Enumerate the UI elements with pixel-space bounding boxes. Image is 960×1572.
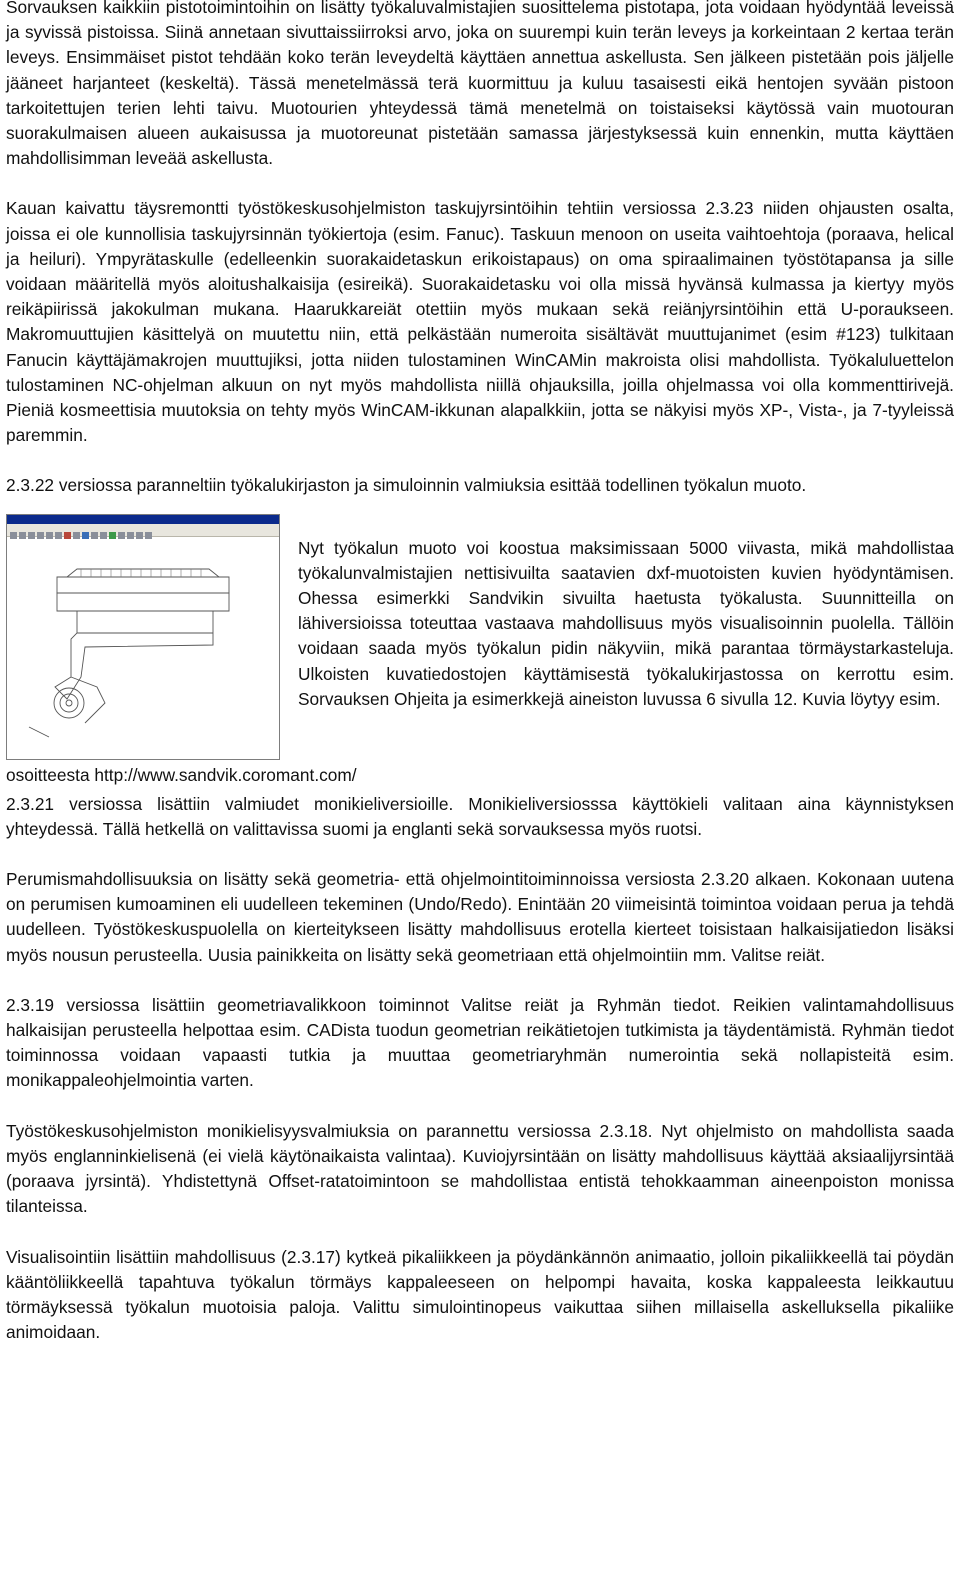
figure-side-text: Nyt työkalun muoto voi koostua maksimissaan 5000 viivasta, mikä mahdollistaa työkalunvalmistajien nettisivuilta saatavien dxf-muotoisten kuvien hyödyntämisen. Ohessa esimerkki Sandvikin sivuilta haetusta työkalusta. Suunnitteilla on lähiversioissa toteuttaa vastaava mahdollisuus myös visualisoinnin puolella. Tällöin voidaan saada myös työkalun pidin näkyviin, mikä parantaa törmäystarkasteluja. Ulkoisten kuvatiedostojen käyttämisestä työkalukirjastossa on kerrottu esim. Sorvauksen Ohjeita ja esimerkkejä aineiston luvussa 6 sivulla 12. Kuvia löytyy esim. — [298, 537, 954, 709]
paragraph-pocket-milling: Kauan kaivattu täysremontti työstökeskusohjelmiston taskujyrsintöihin tehtiin versiossa 2.3.23 niiden ohjausten osalta, joissa ei ole kunnollisia taskujyrsinnän työkiertoja (esim. Fanuc). Taskuun menoon on useita vaihtoehtoja (poraava, helical ja heiluri). Ympyrätaskulle (edelleenkin suorakaidetaskun erikoistapaus) on oma spiraalimainen työstötapansa ja sille voidaan määritellä myös aloitushalkaisija (esireikä). Suorakaidetasku voi olla missä hyvänsä kulmassa ja kiertyy myös reikäpiirissä jakokulman mukana. Haarukkareiät otettiin myös mukaan sekä reiänjyrsintöihin että U-poraukseen. Makromuuttujien käsittelyä on muutettu niin, että pelkästään numeroita sisältävät muuttujanimet (esim #123) tulkitaan Fanucin käyttäjämakrojen muuttujiksi, jotta niiden tulostaminen WinCAMin makroista olisi mahdollista. Työkaluluettelon tulostaminen NC-ohjelman alkuun on nyt myös mahdollista niillä ohjauksilla, joilla ohjelmassa voi olla kommenttirivejä. Pieniä kosmeettisia muutoksia on tehty myös WinCAM-ikkunan alapalkkiin, jotta se näkyisi myös XP-, Vista-, ja 7-tyyleissä paremmin. — [6, 198, 954, 446]
tool-drawing — [7, 537, 279, 759]
paragraph-grooving-method: Sorvauksen kaikkiin pistotoimintoihin on lisätty työkaluvalmistajien suosittelema pistotapa, jota voidaan hyödyntää leveissä ja syvissä pistoissa. Siinä annetaan sivuttaissiirroksi arvo, joka on suurempi kuin terän leveys ja korkeintaan 2 kertaa terän leveys. Ensimmäiset pistot tehdään koko terän leveydeltä käyttäen annettua askellusta. Sen jälkeen pistetään pois jäljelle jääneet harjanteet (keskeltä). Tässä menetelmässä terä kuormittuu ja kuluu tasaisesti eikä hentojen syvään pistoon tarkoitettujen terien lehti taivu. Muotourien yhteydessä tämä menetelmä on toistaiseksi käytössä vain muotouran suorakulmaisen alueen aukaisussa ja muotoreunat pistetään samassa järjestyksessä kuin ennenkin, mutta käyttäen mahdollisimman leveää askellusta. — [6, 0, 954, 169]
paragraph-tool-library: 2.3.22 versiossa paranneltiin työkalukirjaston ja simuloinnin valmiuksia esittää todellinen työkalun muoto. — [6, 475, 807, 496]
figure-continuation-line: osoitteesta http://www.sandvik.coromant.com/ — [6, 764, 357, 785]
window-toolbar — [7, 524, 279, 537]
figure-block — [6, 514, 954, 792]
paragraph-machining-center: Työstökeskusohjelmiston monikielisyysvalmiuksia on parannettu versiossa 2.3.18. Nyt ohjelmisto on mahdollista saada myös englanninkielisenä (ei vielä käytönaikaista valintaa). Kuviojyrsintään on lisätty mahdollisuus käyttää aksiaalijyrsintää (poraava jyrsintä). Yhdistettynä Offset-ratatoimintoon se mahdollistaa entistä tehokkaamman aineenpoiston monissa tilanteissa. — [6, 1120, 954, 1217]
document-page — [6, 0, 954, 1345]
paragraph-undo-redo: Perumismahdollisuuksia on lisätty sekä geometria- että ohjelmointitoiminnoissa versiosta 2.3.20 alkaen. Kokonaan uutena on perumisen kumoaminen eli uudelleen tekeminen (Undo/Redo). Enintään 20 viimeisintä toimintoa voidaan perua ja tehdä uudelleen. Työstökeskuspuolella on kierteitykseen lisätty mahdollisuus erotella kierteet toisistaan halkaisijatiedon lisäksi myös nousun perusteella. Uusia painikkeita on lisätty sekä geometriaan että ohjelmointiin mm. Valitse reiät. — [6, 869, 954, 965]
paragraph-geometry-menu: 2.3.19 versiossa lisättiin geometriavalikkoon toiminnot Valitse reiät ja Ryhmän tiedot. Reikien valintamahdollisuus halkaisijan perusteella helpottaa esim. CADista tuodun geometrian reikätietojen tutkimista ja täydentämistä. Ryhmän tiedot toiminnossa voidaan vapaasti tutkia ja muuttaa geometriaryhmän numerointia sekä nollapisteitä esim. monikappaleohjelmointia varten. — [6, 994, 954, 1091]
window-title-bar — [7, 515, 279, 524]
paragraph-multilanguage: 2.3.21 versiossa lisättiin valmiudet monikieliversioille. Monikieliversiosssa käyttökieli valitaan aina käynnistyksen yhteydessä. Tällä hetkellä on valittavissa suomi ja englanti sekä sorvauksessa myös ruotsi. — [6, 793, 954, 839]
paragraph-visualization: Visualisointiin lisättiin mahdollisuus (2.3.17) kytkeä pikaliikkeen ja pöydänkännön animaatio, jolloin pikaliikkeellä tai pöydän kääntöliikkeellä tapahtuva työkalun törmäys kappaleeseen on helpompi havaita, koska kappaleesta leikkautuu törmäyksessä työkalun muotoisia paloja. Valittu simulointinopeus vaikuttaa siihen millaisella askelluksella pikaliike animoidaan. — [6, 1246, 954, 1343]
wincam-tool-screenshot — [6, 514, 280, 760]
